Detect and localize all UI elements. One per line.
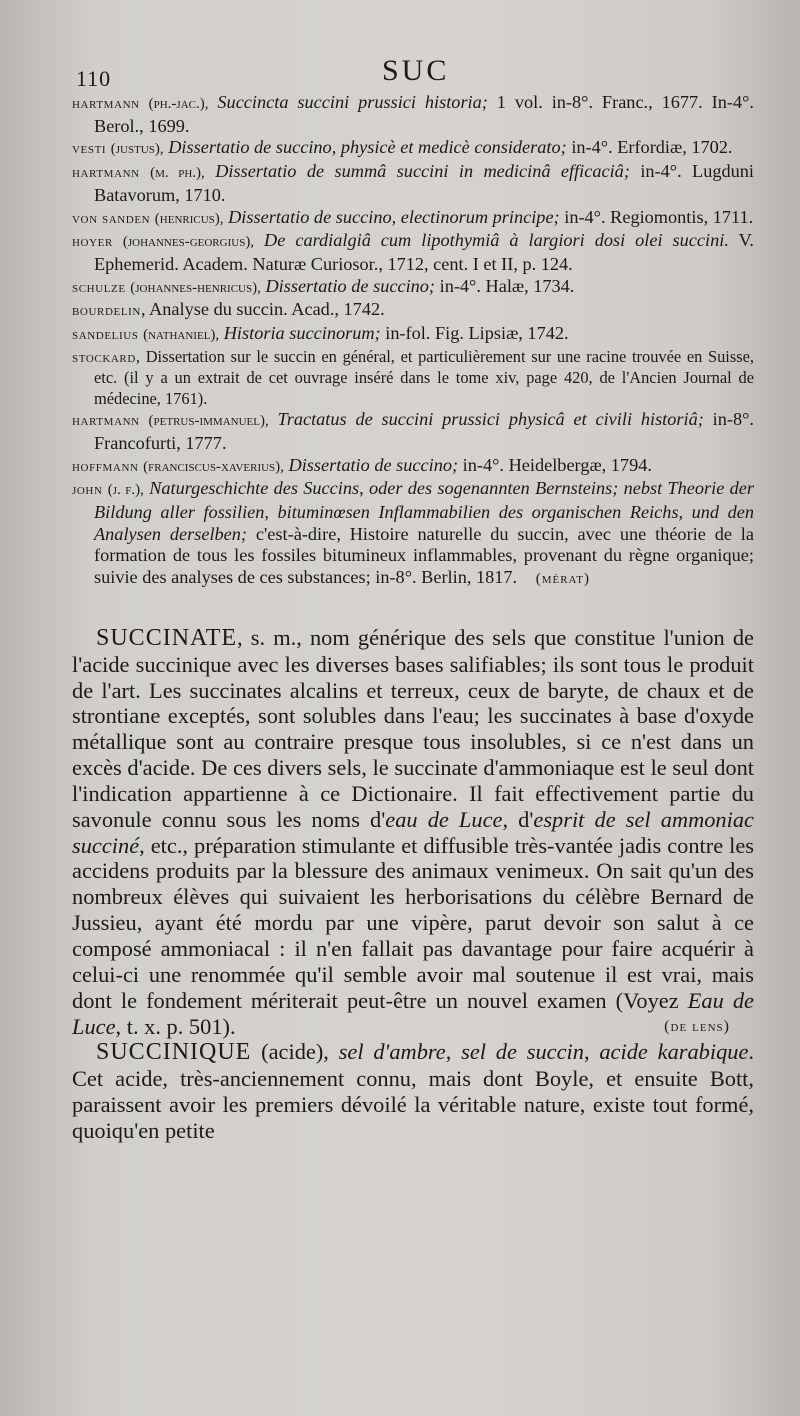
entry-author: stockard xyxy=(72,349,136,366)
article-text: nom générique des sels que constitue l'union de l'acide succinique avec les diverses bases salifiables; ils sont tous le produit de l'art. Les succinates alcalins et terreux, ceux de baryte, de chaux et de strontiane exceptés, sont solubles dans l'eau; les succinates à base d'oxyde métallique sont au contraire presque tous insolubles, si ce n'est dans un excès d'acide. De ces divers sels, le succinate d'ammoniaque est le seul dont l'indication appartienne à ce Dictionaire. Il fait effectivement partie du savonule connu sous les noms d' xyxy=(72,624,754,832)
article-text: . Cet acide, très-anciennement connu, mais dont Boyle, et ensuite Bott, paraissent avoir les premiers dévoilé la véritable nature, existe tout formé, quoiqu'en petite xyxy=(72,1039,755,1143)
article-text: , xyxy=(445,1039,462,1065)
bibliography-entry xyxy=(72,230,754,275)
entry-author: vesti xyxy=(72,141,107,158)
bibliography-entry xyxy=(72,161,754,206)
article-succinique xyxy=(72,1039,754,1143)
author-signature: (mérat) xyxy=(535,571,590,588)
entry-author: hartmann xyxy=(72,165,140,182)
entry-author-forename: (m. ph.), xyxy=(150,165,205,182)
entry-author-forename: , xyxy=(140,299,146,320)
entry-title: Dissertatio de succino, electinorum principe; xyxy=(228,206,560,227)
article-body xyxy=(72,625,754,1144)
entry-title: Dissertatio de succino; xyxy=(265,275,436,296)
author-signature: (de lens) xyxy=(664,1017,730,1035)
entry-details: in-4°. Regiomontis, 1711. xyxy=(564,206,754,227)
entry-author: hartmann xyxy=(72,413,140,430)
grammar-note: , s. m., xyxy=(237,624,310,650)
article-text: , d' xyxy=(502,806,534,832)
article-text: , etc., préparation stimulante et diffusible très-vantée jadis contre les accidens produits par la blessure des animaux venimeux. On sait qu'un des nombreux élèves qui suivaient les herborisations du célèbre Bernard de Jussieu, ayant été mordu par une vipère, parut devoir son salut à ce composé ammoniacal : il n'en fallait pas davantage pour faire acquérir à celui-ci une renommée qu'il semble avoir mal soutenue il est vrai, mais dont le fondement mériterait peut-être un nouvel examen (Voyez xyxy=(72,832,754,1013)
entry-author: schulze xyxy=(72,279,126,296)
italic-term: acide karabique xyxy=(599,1039,749,1065)
bibliography-entry xyxy=(72,276,754,300)
entry-author-forename: (franciscus-xaverius), xyxy=(143,458,284,475)
bibliography-entry xyxy=(72,323,754,347)
entry-author: von sanden xyxy=(72,210,151,227)
italic-term: Eau de Luce xyxy=(72,987,754,1039)
entry-details: in-fol. Fig. Lipsiæ, 1742. xyxy=(385,323,569,344)
bibliography-entry xyxy=(72,347,754,410)
entry-author: hoyer xyxy=(72,234,113,251)
bibliography-entry xyxy=(72,478,754,591)
entry-author-forename: (johannes-henricus), xyxy=(130,279,261,296)
page-header xyxy=(72,50,754,90)
entry-details: 1 vol. in-8°. Franc., 1677. In-4°. Berol., 1699. xyxy=(94,92,754,136)
entry-author-forename: (nathaniel), xyxy=(143,327,220,344)
page-number: 110 xyxy=(76,66,112,91)
article-text: , xyxy=(583,1039,600,1065)
entry-author: hoffmann xyxy=(72,458,139,475)
entry-details: c'est-à-dire, Histoire naturelle du succin, avec une théorie de la formation de tous les fossiles bitumineux inflammables, provenant du règne organique; suivie des analyses de ces substances; in-8°. Berlin, 1817. xyxy=(94,523,754,588)
entry-details: in-4°. Lugduni Batavorum, 1710. xyxy=(94,161,755,205)
entry-author-forename: (henricus), xyxy=(154,210,224,227)
italic-term: sel d'ambre xyxy=(338,1039,446,1065)
entry-title: De cardialgiâ cum lipothymiâ à largiori dosi olei succini. xyxy=(264,230,729,251)
bibliography-entry xyxy=(72,207,754,231)
entry-author-forename: (petrus-immanuel), xyxy=(148,413,269,430)
entry-details: in-4°. Halæ, 1734. xyxy=(439,275,575,296)
bibliography-entry xyxy=(72,455,754,479)
entry-details: in-4°. Heidelbergæ, 1794. xyxy=(462,454,652,475)
entry-author: john xyxy=(72,482,103,499)
headword: SUCCINATE xyxy=(96,624,238,651)
entry-author-forename: (j. f.), xyxy=(107,482,144,499)
italic-term: eau de Luce xyxy=(385,806,503,832)
bibliography-entry xyxy=(72,409,754,454)
bibliography-entry xyxy=(72,137,754,161)
entry-details: in-4°. Erfordiæ, 1702. xyxy=(571,137,733,158)
article-text: , t. x. p. 501). xyxy=(115,1013,236,1039)
headword: SUCCINIQUE xyxy=(96,1039,252,1066)
entry-author: hartmann xyxy=(72,96,140,112)
entry-title: Succincta succini prussici historia; xyxy=(217,92,488,112)
entry-author: sandelius xyxy=(72,327,139,344)
article-succinate xyxy=(72,625,754,1040)
bibliography xyxy=(72,92,754,591)
entry-title: Dissertatio de succino, physicè et medicè considerato; xyxy=(168,137,567,158)
entry-author-forename: (johannes-georgius), xyxy=(122,234,255,251)
entry-title: Historia succinorum; xyxy=(223,323,381,344)
entry-author-forename: (ph.-jac.), xyxy=(148,96,209,112)
bibliography-entry xyxy=(72,92,754,137)
entry-author-forename: , xyxy=(135,346,140,366)
grammar-note: (acide), xyxy=(251,1039,339,1065)
entry-title: Dissertatio de summâ succini in medicinâ efficaciâ; xyxy=(215,161,630,182)
bibliography-entry xyxy=(72,299,754,323)
entry-details: Analyse du succin. Acad., 1742. xyxy=(149,299,385,320)
entry-details: in-8°. Francofurti, 1777. xyxy=(94,409,754,453)
entry-title: Tractatus de succini prussici physicâ et civili historiâ; xyxy=(277,409,704,430)
running-title: SUC xyxy=(382,54,450,87)
entry-title: Dissertatio de succino; xyxy=(288,454,459,475)
entry-title: Naturgeschichte des Succins, oder des sogenannten Bernsteins; nebst Theorie der Bildung aller fossilien, bituminœsen Inflammabilien des organischen Reichs, und den Analysen derselben; xyxy=(94,478,754,544)
entry-author-forename: (justus), xyxy=(110,141,164,158)
entry-author: bourdelin xyxy=(72,303,141,320)
entry-details: V. Ephemerid. Academ. Naturæ Curiosor., 1712, cent. I et II, p. 124. xyxy=(94,230,754,274)
italic-term: esprit de sel ammoniac succiné xyxy=(72,806,754,858)
entry-details: Dissertation sur le succin en général, et particulièrement sur une racine trouvée en Suisse, etc. (il y a un extrait de cet ouvrage inséré dans le tome xiv, page 420, de l'Ancien Journal de médecine, 1761). xyxy=(94,346,754,408)
italic-term: sel de succin xyxy=(461,1039,584,1065)
